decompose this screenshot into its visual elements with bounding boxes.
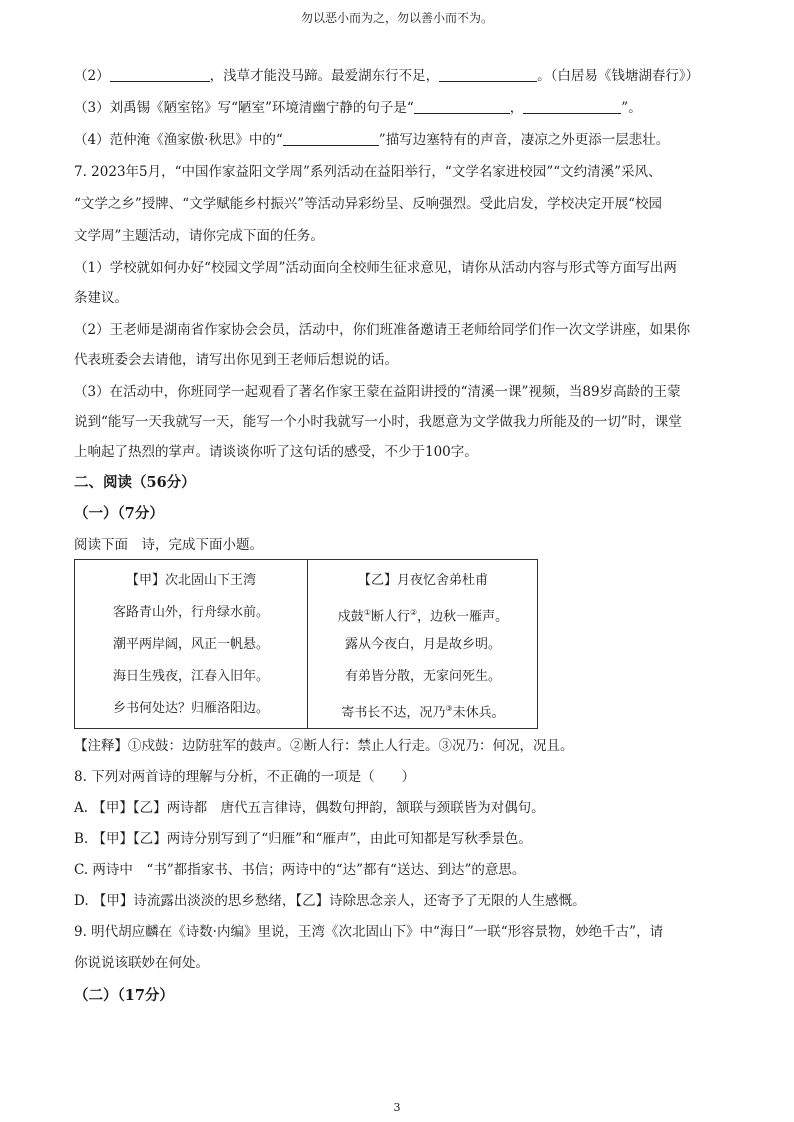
q6-item-2: （2） ，浅草才能没马蹄。最爱湖东行不足， 。（白居易《钱塘湖春行》）	[74, 68, 700, 84]
q8-option-c[interactable]: C. 两诗中 “书”都指家书、书信；两诗中的“达”都有“送达、到达”的意思。	[74, 862, 526, 878]
poem-line: 乡书何处达？归雁洛阳边。	[112, 701, 269, 716]
q7-sub-3-cont: 上响起了热烈的掌声。请谈谈你听了这句话的感受，不少于100字。	[74, 444, 478, 460]
q6-item-4: （4）范仲淹《渔家傲·秋思》中的“ ”描写边塞特有的声音，凄凉之外更添一层悲壮。	[74, 132, 670, 148]
q7-sub-1: （1）学校就如何办好“校园文学周”活动面向全校师生征求意见，请你从活动内容与形式等方面写出两	[74, 260, 677, 276]
q8-option-b[interactable]: B. 【甲】【乙】两诗分别写到了“归雁”和“雁声”，由此可知都是写秋季景色。	[74, 831, 532, 847]
poem-title: 【乙】月夜忆舍弟杜甫	[357, 573, 488, 588]
poem-line: 寄书长不达，况乃③未休兵。	[341, 704, 505, 721]
answer-blank[interactable]	[110, 67, 210, 82]
answer-blank[interactable]	[414, 99, 510, 114]
part-title-2: （二）（17分）	[74, 987, 174, 1004]
poem-line: 露从今夜白，月是故乡明。	[344, 637, 501, 652]
q6-item-3: （3）刘禹锡《陋室铭》写“陋室”环境清幽宁静的句子是“ ， ”。	[74, 100, 642, 116]
poem-notes: 【注释】①戍鼓：边防驻军的鼓声。②断人行：禁止人行走。③况乃：何况，况且。	[74, 738, 574, 754]
q9-stem: 9. 明代胡应麟在《诗数·内编》里说，王湾《次北固山下》中“海日”一联“形容景物，妙绝千古”，请	[74, 924, 664, 940]
answer-blank[interactable]	[283, 131, 379, 146]
q7-sub-3-cont: 说到“能写一天我就写一天，能写一个小时我就写一小时，我愿意为文学做我力所能及的一切”时，课堂	[74, 414, 682, 430]
poem-table	[74, 559, 538, 729]
q7-para-line: “文学之乡”授牌、“文学赋能乡村振兴”等活动异彩纷呈、反响强烈。受此启发，学校决定开展“校园	[74, 196, 663, 212]
q7-sub-2: （2）王老师是湖南省作家协会会员，活动中，你们班准备邀请王老师给同学们作一次文学讲座，如果你	[74, 322, 691, 338]
q7-para-line: 文学周”主题活动，请你完成下面的任务。	[74, 228, 324, 244]
poem-line: 海日生残夜，江春入旧年。	[112, 669, 269, 684]
q9-stem-cont: 你说说该联妙在何处。	[74, 955, 209, 971]
answer-blank[interactable]	[523, 99, 621, 114]
q7-sub-2-cont: 代表班委会去请他，请写出你见到王老师后想说的话。	[74, 352, 398, 368]
q8-option-a[interactable]: A. 【甲】【乙】两诗都 唐代五言律诗，偶数句押韵，颔联与颈联皆为对偶句。	[74, 800, 545, 816]
poem-line: 客路青山外，行舟绿水前。	[112, 605, 269, 620]
poem-line: 有弟皆分散，无家问死生。	[344, 669, 501, 684]
footnote-mark: ②	[410, 608, 418, 617]
poem-title: 【甲】次北固山下王湾	[125, 573, 256, 588]
q7-sub-1-cont: 条建议。	[74, 290, 128, 306]
footnote-mark: ①	[363, 608, 371, 617]
part-title-1: （一）（7分）	[74, 505, 164, 522]
q7-sub-3: （3）在活动中，你班同学一起观看了著名作家王蒙在益阳讲授的“清溪一课”视频，当89岁高龄的王蒙	[74, 384, 681, 400]
page-header-motto: 勿以恶小而为之，勿以善小而不为。	[300, 11, 493, 25]
section-title-reading: 二、阅读（56分）	[74, 474, 196, 491]
footnote-mark: ③	[445, 704, 453, 713]
poem-line: 潮平两岸阔，风正一帆悬。	[112, 637, 269, 652]
poem-line: 戍鼓①断人行②，边秋一雁声。	[337, 608, 509, 625]
q8-stem: 8. 下列对两首诗的理解与分析，不正确的一项是（ ）	[74, 769, 416, 785]
answer-blank[interactable]	[439, 67, 537, 82]
q8-option-d[interactable]: D. 【甲】诗流露出淡淡的思乡愁绪，【乙】诗除思念亲人，还寄予了无限的人生感慨。	[74, 893, 586, 909]
page-number: 3	[393, 1101, 401, 1114]
q7-para-line: 7. 2023年5月，“中国作家益阳文学周”系列活动在益阳举行，“文学名家进校园”“文约清溪”采风、	[74, 164, 662, 180]
reading-intro: 阅读下面 诗，完成下面小题。	[74, 537, 263, 553]
